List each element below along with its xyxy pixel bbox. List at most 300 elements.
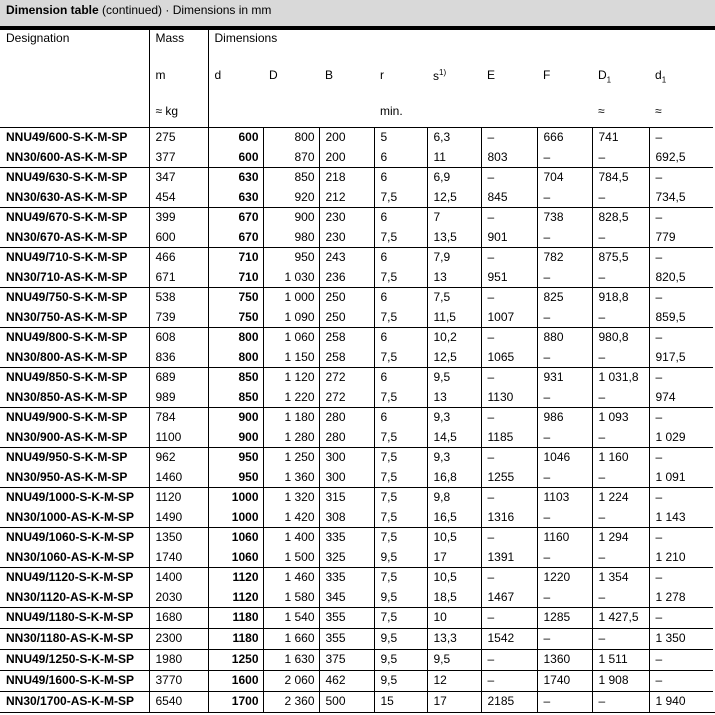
cell-B: 355 [319,608,374,629]
cell-F: – [537,388,592,408]
cell-r: 6 [374,208,427,229]
cell-E: 1391 [481,548,537,568]
cell-B: 230 [319,228,374,248]
cell-d: 710 [208,268,263,288]
header-E: E [487,68,496,82]
cell-d: 850 [208,368,263,389]
cell-B: 250 [319,288,374,309]
cell-m: 671 [149,268,208,288]
cell-B: 236 [319,268,374,288]
table-row [0,650,713,671]
cell-s: 7 [427,208,481,229]
cell-d: 710 [208,248,263,269]
cell-des: NNU49/850-S-K-M-SP [0,368,149,389]
cell-s: 16,8 [427,468,481,488]
cell-B: 200 [319,148,374,168]
cell-r: 7,5 [374,348,427,368]
cell-d1: – [649,650,713,671]
cell-m: 1350 [149,528,208,549]
cell-D1: – [592,148,649,168]
cell-D: 1 660 [263,629,319,650]
cell-r: 7,5 [374,188,427,208]
cell-D: 900 [263,208,319,229]
cell-E: – [481,128,537,149]
cell-E: 1542 [481,629,537,650]
cell-B: 300 [319,448,374,469]
cell-D1: – [592,348,649,368]
cell-d1: – [649,671,713,692]
cell-d: 1000 [208,488,263,509]
cell-F: – [537,588,592,608]
header-approx-d1: ≈ [655,104,662,118]
cell-F: – [537,188,592,208]
cell-E: 2185 [481,692,537,713]
cell-D1: – [592,188,649,208]
cell-m: 1120 [149,488,208,509]
cell-D1: 1 224 [592,488,649,509]
cell-E: – [481,448,537,469]
table-row [0,408,713,429]
cell-des: NNU49/1250-S-K-M-SP [0,650,149,671]
cell-D1: 1 093 [592,408,649,429]
cell-D: 1 420 [263,508,319,528]
cell-E: 951 [481,268,537,288]
cell-r: 9,5 [374,671,427,692]
cell-d1: 859,5 [649,308,713,328]
cell-r: 7,5 [374,568,427,589]
header-r: r [380,68,384,82]
cell-m: 836 [149,348,208,368]
cell-m: 1980 [149,650,208,671]
cell-D1: – [592,588,649,608]
cell-d1: 734,5 [649,188,713,208]
cell-s: 11,5 [427,308,481,328]
cell-des: NN30/630-AS-K-M-SP [6,190,128,204]
cell-F: 931 [537,368,592,389]
cell-des: NN30/710-AS-K-M-SP [6,270,128,284]
cell-B: 200 [319,128,374,149]
cell-des: NN30/900-AS-K-M-SP [6,430,128,444]
cell-d: 630 [208,168,263,189]
cell-d: 800 [208,348,263,368]
cell-D: 1 250 [263,448,319,469]
cell-D: 980 [263,228,319,248]
table-header [0,30,713,128]
cell-E: – [481,168,537,189]
cell-F: 1740 [537,671,592,692]
table-title-bold: Dimension table [6,3,99,17]
cell-des: NN30/1180-AS-K-M-SP [0,629,149,650]
cell-s: 12,5 [427,188,481,208]
cell-F: 986 [537,408,592,429]
cell-F: – [537,692,592,713]
cell-D1: – [592,692,649,713]
table-row [0,588,713,608]
cell-des: NN30/800-AS-K-M-SP [6,350,128,364]
cell-F: – [537,548,592,568]
cell-F: 666 [537,128,592,149]
cell-d1: – [649,448,713,469]
cell-D1: – [592,508,649,528]
cell-r: 6 [374,168,427,189]
cell-s: 18,5 [427,588,481,608]
cell-E: 1255 [481,468,537,488]
cell-m: 347 [149,168,208,189]
cell-B: 280 [319,408,374,429]
cell-D: 1 220 [263,388,319,408]
cell-des: NNU49/1180-S-K-M-SP [0,608,149,629]
table-row [0,208,713,229]
cell-B: 325 [319,548,374,568]
cell-m: 689 [149,368,208,389]
table-row [0,528,713,549]
cell-r: 6 [374,368,427,389]
cell-F: 1046 [537,448,592,469]
cell-B: 308 [319,508,374,528]
cell-d: 600 [208,128,263,149]
cell-r: 7,5 [374,528,427,549]
cell-d: 950 [208,468,263,488]
cell-s: 17 [427,692,481,713]
cell-E: 1467 [481,588,537,608]
cell-s: 9,8 [427,488,481,509]
cell-r: 7,5 [374,308,427,328]
table-row [0,629,713,650]
cell-B: 230 [319,208,374,229]
header-mass-symbol: m [149,63,208,102]
dimension-table [0,30,713,712]
cell-r: 9,5 [374,629,427,650]
cell-des: NN30/1000-AS-K-M-SP [6,510,135,524]
cell-D: 800 [263,128,319,149]
header-B: B [325,68,334,82]
header-s-footnote: 1) [439,68,447,77]
cell-m: 2030 [149,588,208,608]
cell-d: 750 [208,288,263,309]
cell-D1: – [592,428,649,448]
cell-d: 630 [208,188,263,208]
cell-s: 11 [427,148,481,168]
cell-d: 1600 [208,671,263,692]
cell-D1: – [592,548,649,568]
cell-d1: 820,5 [649,268,713,288]
cell-r: 7,5 [374,228,427,248]
cell-D1: – [592,388,649,408]
cell-d: 1120 [208,588,263,608]
cell-D1: 980,8 [592,328,649,349]
cell-d1: 1 143 [649,508,713,528]
cell-d: 1000 [208,508,263,528]
cell-E: 1065 [481,348,537,368]
header-s-letter: s [433,69,439,83]
cell-des: NNU49/800-S-K-M-SP [0,328,149,349]
cell-D: 1 000 [263,288,319,309]
cell-B: 462 [319,671,374,692]
table-row [0,692,713,713]
cell-D1: 784,5 [592,168,649,189]
cell-E: 1007 [481,308,537,328]
cell-r: 6 [374,408,427,429]
cell-B: 375 [319,650,374,671]
cell-r: 9,5 [374,548,427,568]
table-row [0,328,713,349]
cell-d1: 779 [649,228,713,248]
table-row [0,228,713,248]
cell-F: – [537,228,592,248]
table-row [0,148,713,168]
cell-E: 1185 [481,428,537,448]
cell-D: 2 060 [263,671,319,692]
cell-F: 1360 [537,650,592,671]
cell-B: 335 [319,568,374,589]
cell-D1: 1 354 [592,568,649,589]
cell-F: – [537,268,592,288]
cell-r: 6 [374,328,427,349]
cell-s: 13,5 [427,228,481,248]
table-row [0,448,713,469]
cell-D1: 1 427,5 [592,608,649,629]
cell-F: 825 [537,288,592,309]
cell-d1: 1 029 [649,428,713,448]
cell-des: NNU49/1600-S-K-M-SP [0,671,149,692]
table-title [0,0,715,26]
cell-m: 1680 [149,608,208,629]
cell-s: 10,5 [427,568,481,589]
cell-des: NNU49/900-S-K-M-SP [0,408,149,429]
cell-D: 1 320 [263,488,319,509]
cell-des: NNU49/950-S-K-M-SP [0,448,149,469]
cell-D1: 741 [592,128,649,149]
table-title-rest: (continued) · Dimensions in mm [98,3,272,17]
cell-B: 212 [319,188,374,208]
cell-d: 670 [208,228,263,248]
cell-des: NNU49/630-S-K-M-SP [0,168,149,189]
cell-m: 466 [149,248,208,269]
table-row [0,288,713,309]
table-row [0,548,713,568]
cell-F: 1220 [537,568,592,589]
cell-F: 880 [537,328,592,349]
cell-d1: – [649,248,713,269]
cell-s: 9,3 [427,448,481,469]
cell-s: 16,5 [427,508,481,528]
cell-d: 1180 [208,608,263,629]
cell-E: – [481,528,537,549]
cell-F: – [537,348,592,368]
cell-r: 6 [374,248,427,269]
cell-d: 670 [208,208,263,229]
cell-m: 377 [149,148,208,168]
cell-D1: – [592,629,649,650]
header-designation: Designation [0,30,149,128]
cell-des: NN30/950-AS-K-M-SP [6,470,128,484]
cell-m: 784 [149,408,208,429]
table-row [0,268,713,288]
cell-r: 7,5 [374,428,427,448]
cell-D: 1 400 [263,528,319,549]
cell-m: 600 [149,228,208,248]
cell-F: 1160 [537,528,592,549]
cell-des: NNU49/1120-S-K-M-SP [0,568,149,589]
cell-d1: 1 278 [649,588,713,608]
cell-d1: 1 210 [649,548,713,568]
cell-d1: – [649,528,713,549]
cell-d: 1060 [208,548,263,568]
header-d1-sub: 1 [661,75,667,85]
header-d1 [649,63,713,102]
cell-D1: 1 031,8 [592,368,649,389]
table-row [0,468,713,488]
cell-B: 243 [319,248,374,269]
table-row [0,671,713,692]
header-D1-letter: D [598,68,607,82]
cell-m: 3770 [149,671,208,692]
cell-D: 1 360 [263,468,319,488]
cell-des: NN30/670-AS-K-M-SP [6,230,128,244]
cell-D1: 1 511 [592,650,649,671]
cell-m: 454 [149,188,208,208]
cell-m: 739 [149,308,208,328]
cell-d: 950 [208,448,263,469]
cell-d1: – [649,568,713,589]
header-dimensions: Dimensions [214,31,278,45]
cell-E: 1130 [481,388,537,408]
header-d: d [214,68,222,82]
cell-D: 850 [263,168,319,189]
cell-m: 962 [149,448,208,469]
cell-d: 600 [208,148,263,168]
cell-F: 1103 [537,488,592,509]
cell-D1: – [592,228,649,248]
table-row [0,348,713,368]
table-row [0,188,713,208]
cell-m: 399 [149,208,208,229]
cell-m: 1490 [149,508,208,528]
cell-d: 800 [208,328,263,349]
cell-d: 900 [208,428,263,448]
cell-d1: – [649,168,713,189]
cell-d1: 692,5 [649,148,713,168]
header-D1-sub: 1 [606,75,612,85]
cell-des: NN30/1120-AS-K-M-SP [6,590,134,604]
cell-m: 538 [149,288,208,309]
cell-r: 7,5 [374,468,427,488]
cell-d: 1180 [208,629,263,650]
cell-r: 7,5 [374,268,427,288]
cell-F: – [537,148,592,168]
cell-D: 2 360 [263,692,319,713]
header-D1 [592,63,649,102]
cell-des: NNU49/670-S-K-M-SP [0,208,149,229]
cell-m: 1740 [149,548,208,568]
cell-E: – [481,368,537,389]
table-body [0,128,713,713]
cell-d: 750 [208,308,263,328]
cell-r: 7,5 [374,388,427,408]
cell-d: 900 [208,408,263,429]
cell-D1: – [592,308,649,328]
cell-E: – [481,608,537,629]
cell-des: NN30/1060-AS-K-M-SP [6,550,135,564]
cell-d1: 917,5 [649,348,713,368]
cell-r: 9,5 [374,650,427,671]
cell-d1: 1 091 [649,468,713,488]
cell-D1: 1 908 [592,671,649,692]
cell-E: 901 [481,228,537,248]
cell-D: 1 180 [263,408,319,429]
cell-m: 1100 [149,428,208,448]
cell-r: 6 [374,148,427,168]
cell-s: 7,5 [427,288,481,309]
cell-E: – [481,408,537,429]
cell-D1: 875,5 [592,248,649,269]
cell-s: 17 [427,548,481,568]
table-row [0,388,713,408]
cell-s: 9,5 [427,368,481,389]
table-row [0,428,713,448]
table-row [0,568,713,589]
cell-m: 1400 [149,568,208,589]
cell-E: 803 [481,148,537,168]
cell-B: 272 [319,368,374,389]
cell-des: NN30/750-AS-K-M-SP [6,310,128,324]
cell-s: 12,5 [427,348,481,368]
cell-d1: – [649,128,713,149]
cell-E: – [481,208,537,229]
cell-des: NN30/600-AS-K-M-SP [6,150,128,164]
cell-d1: – [649,488,713,509]
cell-d: 850 [208,388,263,408]
cell-des: NN30/1700-AS-K-M-SP [0,692,149,713]
cell-E: 845 [481,188,537,208]
cell-F: 704 [537,168,592,189]
cell-B: 335 [319,528,374,549]
cell-B: 258 [319,328,374,349]
cell-des: NN30/850-AS-K-M-SP [6,390,128,404]
cell-D1: 918,8 [592,288,649,309]
cell-F: – [537,428,592,448]
cell-des: NNU49/1000-S-K-M-SP [0,488,149,509]
cell-d: 1250 [208,650,263,671]
header-min: min. [380,104,403,118]
cell-E: 1316 [481,508,537,528]
cell-B: 300 [319,468,374,488]
header-approx-D1: ≈ [598,104,605,118]
cell-F: 738 [537,208,592,229]
table-row [0,488,713,509]
cell-s: 6,3 [427,128,481,149]
cell-d1: 1 940 [649,692,713,713]
table-row [0,128,713,149]
cell-B: 345 [319,588,374,608]
header-D: D [269,68,278,82]
cell-m: 275 [149,128,208,149]
cell-E: – [481,248,537,269]
cell-r: 5 [374,128,427,149]
cell-s: 12 [427,671,481,692]
cell-r: 7,5 [374,608,427,629]
cell-r: 7,5 [374,508,427,528]
cell-r: 6 [374,288,427,309]
cell-s: 10,5 [427,528,481,549]
cell-d1: – [649,368,713,389]
cell-s: 7,9 [427,248,481,269]
cell-D: 1 150 [263,348,319,368]
cell-d1: – [649,208,713,229]
header-d1-letter: d [655,68,662,82]
cell-s: 13 [427,388,481,408]
cell-E: – [481,650,537,671]
